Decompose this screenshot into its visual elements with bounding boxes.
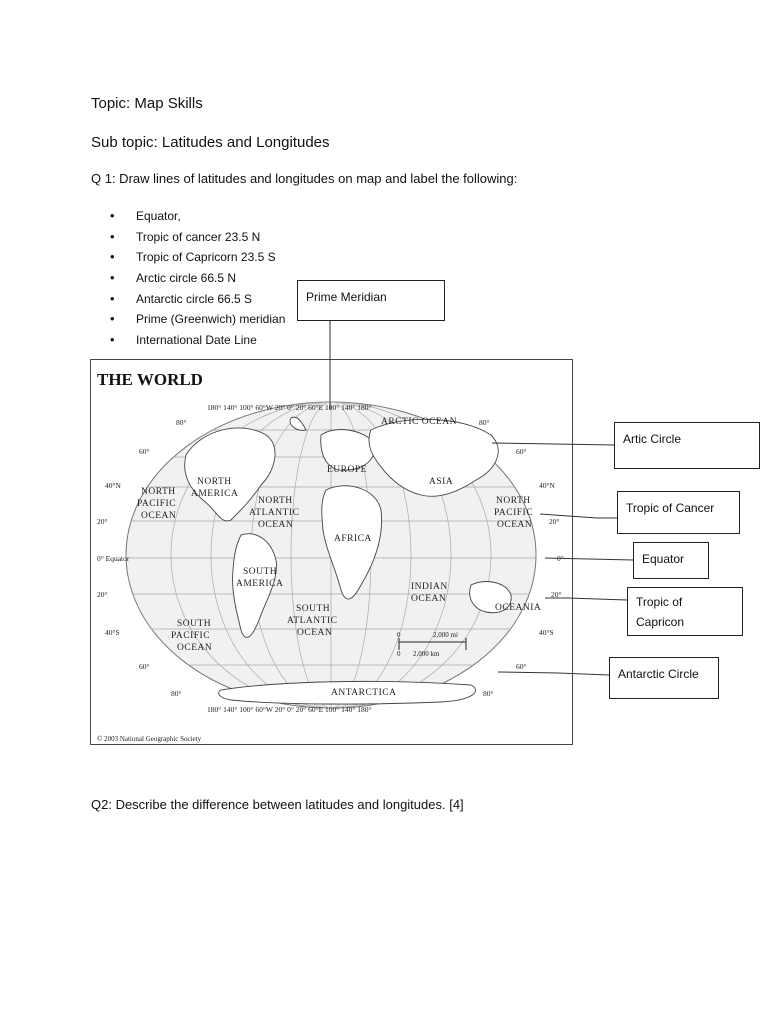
bottom-longitude-scale: 180° 140° 100° 60°W 20° 0° 20° 60°E 100° 140° 180° [207,705,372,714]
lat-label-left: 60° [139,447,150,456]
leader-line [545,558,633,560]
region-label: EUROPE [327,465,367,475]
leader-line [545,598,627,600]
question-2-prompt: Q2: Describe the difference between latitudes and longitudes. [4] [91,797,464,812]
list-item: • Tropic of Capricorn 23.5 S [110,247,285,268]
equator-label-box [633,542,709,579]
leader-line [492,443,614,445]
region-label: NORTH [258,496,293,506]
region-label: AFRICA [334,534,372,544]
leader-line [540,514,617,518]
region-label: ARCTIC OCEAN [381,417,457,427]
region-label: ATLANTIC [249,508,300,518]
leader-line [498,672,609,675]
region-label: OCEAN [177,643,213,653]
lat-label-left: 40°N [105,481,121,490]
lat-label-left: 80° [171,689,182,698]
tropic-of-cancer-label-box [617,491,740,534]
antarctic-circle-label: Antarctic Circle [618,667,699,681]
list-item: • International Date Line [110,330,285,351]
region-label: OCEAN [258,520,294,530]
region-label: OCEAN [297,628,333,638]
region-label: OCEAN [141,511,177,521]
lat-label-right: 80° [483,689,494,698]
region-label: OCEANIA [495,603,542,613]
region-label: OCEAN [411,594,447,604]
antarctic-circle-label-box [609,657,719,699]
lat-label-left: 0° Equator [97,554,130,563]
lat-label-left: 20° [97,517,108,526]
region-label: ATLANTIC [287,616,338,626]
prime-meridian-label-box [297,280,445,321]
list-item: • Arctic circle 66.5 N [110,268,285,289]
question-1-prompt: Q 1: Draw lines of latitudes and longitudes on map and label the following: [91,171,518,186]
lat-label-left: 20° [97,590,108,599]
list-item: • Antarctic circle 66.5 S [110,289,285,310]
scale-zero-label: 0 [397,650,401,658]
artic-circle-label-box [614,422,760,469]
region-label: NORTH [141,487,176,497]
region-label: OCEAN [497,520,533,530]
subtopic-heading: Sub topic: Latitudes and Longitudes [91,134,330,151]
lat-label-right: 0° [557,554,564,563]
region-label: SOUTH [296,604,331,614]
lat-label-right: 20° [551,590,562,599]
region-label: AMERICA [236,579,284,589]
region-label: NORTH [496,496,531,506]
region-label: SOUTH [243,567,278,577]
tropic-of-capricon-label-box [627,587,743,636]
lat-label-left: 40°S [105,628,120,637]
region-label: SOUTH [177,619,212,629]
region-label: AMERICA [191,489,239,499]
lat-label-right: 40°S [539,628,554,637]
lat-label-left: 80° [176,418,187,427]
topic-heading: Topic: Map Skills [91,95,203,112]
lat-label-right: 20° [549,517,560,526]
region-label: ANTARCTICA [331,688,397,698]
lat-label-right: 80° [479,418,490,427]
region-label: ASIA [429,477,454,487]
lat-label-right: 60° [516,447,527,456]
equator-label: Equator [642,552,685,566]
scale-zero-label: 0 [397,631,401,639]
list-item: • Prime (Greenwich) meridian [110,309,285,330]
lat-label-right: 60° [516,662,527,671]
region-label: PACIFIC [494,508,534,518]
tropic-of-cancer-label: Tropic of Cancer [626,501,715,515]
map-title: THE WORLD [97,370,203,389]
artic-circle-label: Artic Circle [623,432,682,446]
tropic-of-capricon-label: Tropic of [636,595,683,609]
lat-label-left: 60° [139,662,150,671]
region-label: INDIAN [411,582,448,592]
lat-label-right: 40°N [539,481,555,490]
list-item: • Tropic of cancer 23.5 N [110,227,285,248]
list-item: • Equator, [110,206,285,227]
map-copyright: © 2003 National Geographic Society [97,735,202,743]
top-longitude-scale: 180° 140° 100° 60°W 20° 0° 20° 60°E 100° 140° 180° [207,403,372,412]
scale-km-label: 2,000 km [413,650,440,658]
scale-miles-label: 2,000 mi [433,631,458,639]
prime-meridian-label: Prime Meridian [306,290,387,304]
region-label: PACIFIC [137,499,177,509]
region-label: PACIFIC [171,631,211,641]
region-label: NORTH [197,477,232,487]
tropic-of-capricon-label: Capricon [636,615,685,629]
